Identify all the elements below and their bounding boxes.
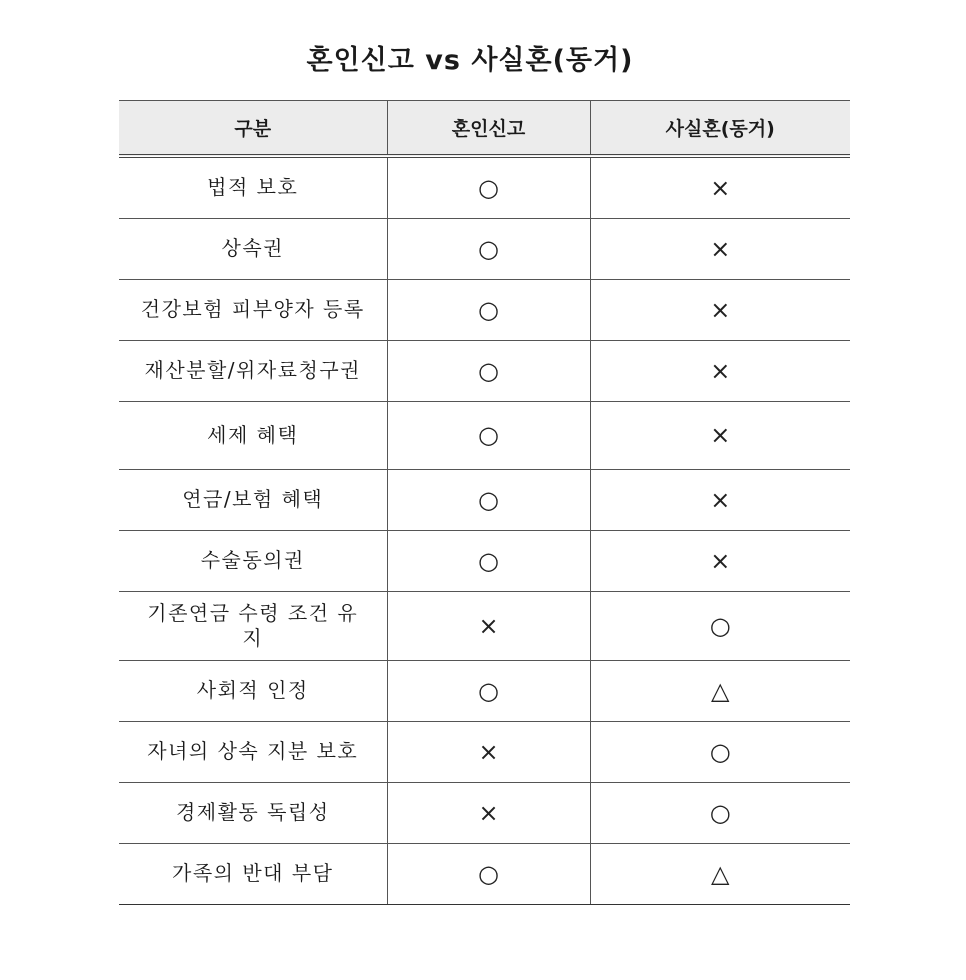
row-label: 상속권 [119,218,387,279]
row-label: 가족의 반대 부담 [119,843,387,904]
cohabitation-mark: × [710,546,731,575]
comparison-table [119,100,850,905]
cohabitation-mark: × [710,421,731,449]
cohabitation-mark: × [710,234,731,263]
cohabitation-mark: ○ [709,611,731,640]
marriage-mark: ○ [478,485,499,514]
cohabitation-mark: ○ [709,737,731,766]
table-row [119,782,850,843]
table-row [119,156,850,218]
table-header-row [119,101,850,157]
row-label: 연금/보험 혜택 [119,469,387,530]
table-row [119,469,850,530]
row-label: 재산분할/위자료청구권 [119,340,387,401]
marriage-mark: ○ [478,859,499,888]
row-label: 수술동의권 [119,530,387,591]
table-row [119,218,850,279]
cohabitation-mark: × [710,356,731,385]
table-row [119,591,850,660]
marriage-mark: ○ [478,356,499,385]
cohabitation-mark: △ [711,676,730,705]
marriage-mark: ○ [478,421,499,449]
table-row [119,843,850,904]
marriage-mark: × [478,737,499,766]
marriage-mark: ○ [478,546,499,575]
table-row [119,530,850,591]
row-label: 법적 보호 [119,156,387,218]
row-label: 경제활동 독립성 [119,782,387,843]
row-label: 세제 혜택 [119,401,387,469]
row-label: 기존연금 수령 조건 유지 [119,591,387,660]
table-row [119,401,850,469]
table-row [119,279,850,340]
cohabitation-mark: ○ [709,798,731,827]
marriage-mark: ○ [478,173,499,202]
cohabitation-mark: × [710,173,731,202]
header-category: 구분 [119,101,387,157]
marriage-mark: × [478,798,499,827]
cohabitation-mark: × [710,485,731,514]
table-row [119,340,850,401]
row-label: 건강보험 피부양자 등록 [119,279,387,340]
table-row [119,660,850,721]
marriage-mark: × [478,611,499,640]
page-title: 혼인신고 vs 사실혼(동거) [306,45,634,76]
row-label: 사회적 인정 [119,660,387,721]
cohabitation-mark: × [710,295,731,324]
header-marriage: 혼인신고 [387,101,590,157]
marriage-mark: ○ [478,295,499,324]
row-label: 자녀의 상속 지분 보호 [119,721,387,782]
cohabitation-mark: △ [711,859,730,888]
header-cohabitation: 사실혼(동거) [590,101,850,157]
table-row [119,721,850,782]
marriage-mark: ○ [478,676,499,705]
marriage-mark: ○ [478,234,499,263]
